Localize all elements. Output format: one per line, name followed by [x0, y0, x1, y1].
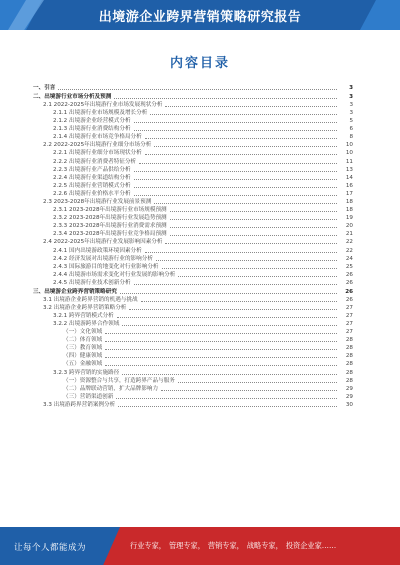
toc-entry-page: 5 — [349, 118, 353, 125]
toc-entry[interactable] — [33, 393, 353, 401]
toc-leader-dots — [141, 301, 337, 302]
toc-entry[interactable] — [33, 141, 353, 149]
toc-entry[interactable] — [33, 109, 353, 117]
toc-entry[interactable] — [33, 222, 353, 230]
toc-entry-label: 2.4.2 经济发展对出境游行业的影响分析 — [53, 255, 153, 262]
report-title: 出境游企业跨界营销策略研究报告 — [98, 10, 302, 25]
toc-entry[interactable] — [33, 288, 353, 296]
toc-entry-label: （五）金融领域 — [63, 361, 103, 368]
toc-entry-label: 2.3.4 2023-2028年出境游行业竞争格局预测 — [53, 231, 167, 238]
toc-entry-label: 3.2.2 出境游跨界合作领域 — [53, 321, 120, 327]
toc-leader-dots — [178, 276, 337, 277]
toc-entry-label: 2.1.2 出境游企业经营模式分析 — [53, 118, 131, 125]
toc-entry-label: 3.2 出境游企业跨界营销策略分析 — [43, 304, 127, 311]
toc-leader-dots — [170, 219, 337, 220]
toc-leader-dots — [170, 227, 337, 228]
toc-entry-label: 2.1.3 出境游行业消费结构分析 — [53, 126, 131, 133]
toc-leader-dots — [122, 374, 337, 375]
toc-entry[interactable] — [33, 117, 353, 125]
toc-entry-label: 3.1 出境游企业跨界营销的机遇与挑战 — [43, 296, 138, 303]
toc-entry[interactable] — [33, 214, 353, 222]
footer-role: 战略专家， — [246, 541, 283, 550]
toc-leader-dots — [105, 341, 337, 342]
toc-entry-label: 2.2.4 出境游行业渠道结构分析 — [53, 174, 131, 181]
toc-entry-page: 22 — [345, 239, 353, 246]
toc-entry[interactable] — [33, 125, 353, 133]
footer-slogan: 让每个人都能成为 — [14, 543, 87, 553]
toc-entry-page: 20 — [345, 223, 353, 230]
toc-leader-dots — [129, 309, 337, 310]
toc-leader-dots — [165, 243, 337, 244]
toc-leader-dots — [116, 398, 337, 399]
toc-leader-dots — [150, 114, 337, 115]
toc-entry-page: 22 — [345, 247, 353, 254]
toc-entry-page: 28 — [345, 353, 353, 360]
toc-entry-page: 26 — [345, 271, 353, 278]
toc-entry[interactable] — [33, 401, 353, 409]
toc-entry-label: 2.4 2022-2025年出境游行业发展影响因素分析 — [43, 239, 163, 246]
toc-entry[interactable] — [33, 336, 353, 344]
toc-entry-page: 10 — [345, 150, 353, 157]
toc-leader-dots — [134, 171, 337, 172]
toc-entry-label: 二、出境游行业市场分析及预测 — [33, 93, 112, 100]
toc-entry[interactable] — [33, 149, 353, 157]
toc-entry-label: （一）资源整合与共享，打造跨界产品与服务 — [63, 377, 175, 384]
toc-entry-label: 2.1.4 出境游行业市场竞争格局分析 — [53, 134, 142, 141]
toc-entry-page: 28 — [345, 337, 353, 344]
toc-entry-label: 3.3 出境游跨界营销案例分析 — [43, 401, 116, 408]
toc-leader-dots — [139, 163, 337, 164]
toc-leader-dots — [134, 195, 337, 196]
toc-leader-dots — [161, 390, 337, 391]
toc-entry[interactable] — [33, 360, 353, 368]
toc-entry-page: 24 — [345, 255, 353, 262]
toc-entry[interactable] — [33, 352, 353, 360]
toc-entry-page: 27 — [345, 329, 353, 336]
toc-leader-dots — [58, 89, 337, 90]
toc-leader-dots — [134, 179, 337, 180]
toc-leader-dots — [145, 154, 337, 155]
footer-role: 营销专家， — [207, 541, 244, 550]
footer-banner — [0, 527, 400, 565]
toc-entry[interactable] — [33, 271, 353, 279]
toc-entry-page: 28 — [345, 369, 353, 376]
toc-leader-dots — [105, 357, 337, 358]
toc-entry[interactable] — [33, 101, 353, 109]
header-banner — [0, 0, 400, 30]
toc-entry-label: 2.2.6 出境游行业价格水平分析 — [53, 190, 131, 197]
toc-entry-label: （二）体育领域 — [63, 337, 103, 344]
toc-entry[interactable] — [33, 198, 353, 206]
toc-leader-dots — [134, 284, 337, 285]
toc-entry-page: 27 — [345, 304, 353, 311]
table-of-contents — [33, 84, 353, 409]
toc-entry-label: 2.4.5 出境游行业技术创新分析 — [53, 279, 131, 286]
toc-entry-label: （三）教育领域 — [63, 345, 103, 352]
toc-entry-label: 2.3 2023-2028年出境游行业发展前景预测 — [43, 199, 152, 205]
toc-entry-label: 2.4.4 出境游市场需求变化对行业发展的影响分析 — [53, 271, 176, 278]
toc-entry-label: 2.4.3 国际旅游目的地变化对行业影响分析 — [53, 263, 159, 270]
toc-leader-dots — [162, 268, 337, 269]
toc-entry-label: 2.3.2 2023-2028年出境游行业发展趋势预测 — [53, 215, 167, 222]
toc-entry[interactable] — [33, 344, 353, 352]
toc-leader-dots — [105, 349, 337, 350]
toc-leader-dots — [134, 122, 337, 123]
toc-entry-page: 17 — [345, 190, 353, 197]
toc-leader-dots — [165, 106, 337, 107]
toc-leader-dots — [118, 406, 337, 407]
toc-entry-page: 26 — [345, 296, 353, 303]
toc-entry[interactable] — [33, 246, 353, 254]
toc-leader-dots — [145, 252, 337, 253]
toc-entry-label: 三、出境游企业跨界营销策略研究 — [33, 288, 117, 295]
toc-entry[interactable] — [33, 230, 353, 238]
toc-entry[interactable] — [33, 157, 353, 165]
toc-entry[interactable] — [33, 133, 353, 141]
toc-entry[interactable] — [33, 304, 353, 312]
toc-entry[interactable] — [33, 166, 353, 174]
toc-entry-page: 13 — [345, 166, 353, 173]
toc-entry-page: 11 — [345, 158, 353, 165]
toc-leader-dots — [105, 333, 337, 334]
toc-entry[interactable] — [33, 255, 353, 263]
toc-entry-label: 2.1 2022-2025年出境游行业市场发展现状分析 — [43, 101, 163, 108]
toc-entry-page: 19 — [345, 215, 353, 222]
toc-entry-page: 26 — [345, 279, 353, 286]
toc-entry-page: 27 — [345, 312, 353, 319]
toc-leader-dots — [134, 187, 337, 188]
toc-leader-dots — [178, 382, 337, 383]
toc-entry-page: 3 — [349, 101, 353, 108]
toc-entry[interactable] — [33, 279, 353, 287]
toc-entry[interactable] — [33, 385, 353, 393]
toc-leader-dots — [105, 365, 337, 366]
toc-entry-label: 2.2.1 出境游行业细分市场现状分析 — [53, 150, 142, 157]
toc-entry-page: 27 — [345, 321, 353, 327]
toc-leader-dots — [120, 293, 337, 294]
toc-entry[interactable] — [33, 320, 353, 328]
toc-leader-dots — [117, 317, 337, 318]
toc-entry[interactable] — [33, 206, 353, 214]
toc-entry-label: （一）文化领域 — [63, 329, 103, 336]
toc-entry-page: 28 — [345, 377, 353, 384]
toc-leader-dots — [134, 130, 337, 131]
toc-entry-label: （四）健康领域 — [63, 353, 103, 360]
toc-entry-label: 一、引言 — [33, 85, 56, 92]
toc-entry[interactable] — [33, 263, 353, 271]
toc-entry-label: 2.2.3 出境游行业产品供给分析 — [53, 166, 131, 173]
toc-entry[interactable] — [33, 174, 353, 182]
toc-leader-dots — [170, 211, 337, 212]
toc-entry-label: 2.3.1 2023-2028年出境游行业市场规模预测 — [53, 207, 167, 214]
toc-entry-page: 30 — [345, 401, 353, 408]
toc-entry-page: 28 — [345, 345, 353, 352]
toc-entry-page: 16 — [345, 182, 353, 189]
toc-entry-label: 3.2.1 跨界营销模式分析 — [53, 312, 114, 319]
toc-entry-page: 28 — [345, 361, 353, 368]
toc-entry-label: 2.4.1 国内出境游政策环境因素分析 — [53, 247, 142, 254]
toc-leader-dots — [114, 98, 337, 99]
toc-entry-page: 8 — [349, 134, 353, 141]
toc-entry[interactable] — [33, 84, 353, 92]
toc-entry-label: 3.2.3 跨界营销的实施路径 — [53, 369, 120, 376]
toc-leader-dots — [156, 260, 337, 261]
toc-heading: 内容目录 — [169, 56, 230, 71]
toc-entry[interactable] — [33, 93, 353, 101]
toc-entry-page: 6 — [349, 126, 353, 133]
toc-entry-label: （二）品牌联动营销，扩大品牌影响力 — [63, 385, 159, 392]
toc-entry[interactable] — [33, 312, 353, 320]
toc-entry-page: 3 — [349, 85, 353, 92]
toc-entry[interactable] — [33, 238, 353, 246]
toc-entry-page: 3 — [349, 109, 353, 116]
toc-leader-dots — [154, 203, 337, 204]
toc-entry[interactable] — [33, 368, 353, 376]
footer-roles — [130, 541, 339, 551]
toc-leader-dots — [145, 138, 337, 139]
toc-entry-label: 2.2.2 出境游行业消费者特征分析 — [53, 158, 137, 165]
toc-entry-page: 14 — [345, 174, 353, 181]
footer-role: 管理专家， — [168, 541, 205, 550]
footer-role: 投资企业家…… — [285, 541, 337, 550]
toc-entry-page: 3 — [349, 93, 353, 100]
toc-entry-label: 2.1.1 出境游行业市场规模及增长分析 — [53, 109, 148, 116]
toc-entry-page: 25 — [345, 263, 353, 270]
toc-entry-page: 18 — [345, 199, 353, 205]
toc-entry[interactable] — [33, 190, 353, 198]
toc-entry[interactable] — [33, 328, 353, 336]
toc-entry-label: 2.2 2022-2025年出境游行业细分市场分析 — [43, 142, 152, 149]
toc-entry[interactable] — [33, 182, 353, 190]
toc-leader-dots — [154, 146, 337, 147]
footer-role: 行业专家， — [130, 541, 166, 550]
toc-entry-label: （三）营销渠道创新 — [63, 393, 114, 400]
toc-entry-page: 10 — [345, 142, 353, 149]
toc-leader-dots — [122, 325, 337, 326]
toc-entry-page: 26 — [345, 288, 353, 295]
toc-entry[interactable] — [33, 296, 353, 304]
toc-entry[interactable] — [33, 377, 353, 385]
toc-entry-label: 2.3.3 2023-2028年出境游行业消费需求预测 — [53, 223, 167, 230]
toc-entry-label: 2.2.5 出境游行业营销模式分析 — [53, 182, 131, 189]
toc-leader-dots — [170, 235, 337, 236]
toc-entry-page: 18 — [345, 207, 353, 214]
toc-entry-page: 21 — [345, 231, 353, 238]
toc-entry-page: 29 — [345, 393, 353, 400]
toc-entry-page: 29 — [345, 385, 353, 392]
